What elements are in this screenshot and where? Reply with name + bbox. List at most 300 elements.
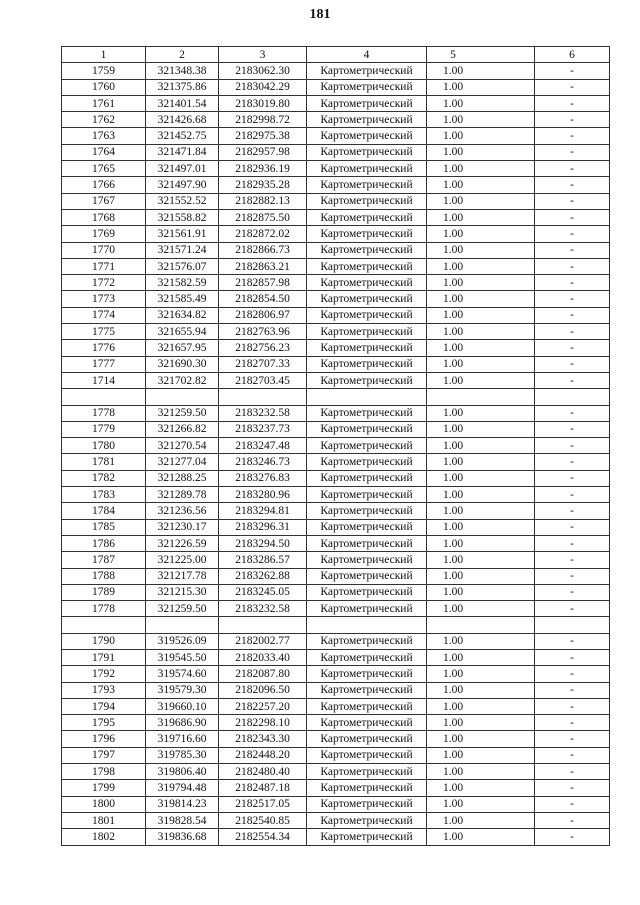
table-cell: 1772 xyxy=(62,275,146,291)
table-cell: 1.00 xyxy=(427,535,535,551)
table-cell: Картометрический xyxy=(307,666,427,682)
table-cell: 321702.82 xyxy=(146,372,219,388)
table-cell: 1.00 xyxy=(427,95,535,111)
table-cell: 1.00 xyxy=(427,633,535,649)
empty-cell xyxy=(146,389,219,405)
table-cell: - xyxy=(535,764,610,780)
empty-cell xyxy=(535,389,610,405)
table-cell: 2183245.05 xyxy=(219,584,307,600)
table-cell: 2183062.30 xyxy=(219,63,307,79)
table-cell: 2182936.19 xyxy=(219,161,307,177)
table-cell: 2182257.20 xyxy=(219,698,307,714)
table-cell: 1.00 xyxy=(427,63,535,79)
table-cell: - xyxy=(535,356,610,372)
table-cell: 2183232.58 xyxy=(219,405,307,421)
table-cell: 321497.90 xyxy=(146,177,219,193)
table-cell: 321288.25 xyxy=(146,470,219,486)
table-cell: 1.00 xyxy=(427,780,535,796)
table-cell: - xyxy=(535,372,610,388)
table-cell: 2182298.10 xyxy=(219,715,307,731)
table-cell: - xyxy=(535,519,610,535)
table-cell: 1796 xyxy=(62,731,146,747)
table-cell: 1.00 xyxy=(427,454,535,470)
table-cell: 321215.30 xyxy=(146,584,219,600)
table-cell: Картометрический xyxy=(307,63,427,79)
table-cell: 2182866.73 xyxy=(219,242,307,258)
table-row xyxy=(62,633,610,649)
table-cell: 1784 xyxy=(62,503,146,519)
table-row xyxy=(62,324,610,340)
table-cell: - xyxy=(535,535,610,551)
table-cell: 2182806.97 xyxy=(219,307,307,323)
coordinates-table xyxy=(61,46,610,846)
empty-cell xyxy=(62,617,146,633)
table-cell: Картометрический xyxy=(307,503,427,519)
table-cell: 1.00 xyxy=(427,242,535,258)
table-cell: 1763 xyxy=(62,128,146,144)
header-cell: 4 xyxy=(307,47,427,63)
header-cell: 6 xyxy=(535,47,610,63)
table-row xyxy=(62,503,610,519)
table-cell: 2183237.73 xyxy=(219,421,307,437)
table-cell: 1800 xyxy=(62,796,146,812)
table-row xyxy=(62,487,610,503)
table-cell: - xyxy=(535,307,610,323)
table-cell: 321585.49 xyxy=(146,291,219,307)
table-cell: 1764 xyxy=(62,144,146,160)
table-cell: Картометрический xyxy=(307,112,427,128)
table-cell: - xyxy=(535,649,610,665)
table-cell: 321561.91 xyxy=(146,226,219,242)
table-cell: - xyxy=(535,829,610,845)
table-cell: Картометрический xyxy=(307,405,427,421)
table-cell: 2183280.96 xyxy=(219,487,307,503)
table-cell: 1.00 xyxy=(427,209,535,225)
table-cell: Картометрический xyxy=(307,519,427,535)
table-cell: Картометрический xyxy=(307,356,427,372)
table-cell: 1801 xyxy=(62,812,146,828)
table-cell: 2182033.40 xyxy=(219,649,307,665)
table-cell: - xyxy=(535,698,610,714)
table-row xyxy=(62,747,610,763)
table-cell: 321259.50 xyxy=(146,601,219,617)
table-row xyxy=(62,144,610,160)
table-row xyxy=(62,307,610,323)
table-cell: 1.00 xyxy=(427,666,535,682)
table-cell: 1760 xyxy=(62,79,146,95)
table-cell: 321471.84 xyxy=(146,144,219,160)
table-row xyxy=(62,829,610,845)
table-cell: 1785 xyxy=(62,519,146,535)
table-cell: 1773 xyxy=(62,291,146,307)
table-cell: 1761 xyxy=(62,95,146,111)
table-cell: 1.00 xyxy=(427,307,535,323)
table-cell: 2182935.28 xyxy=(219,177,307,193)
table-cell: 321266.82 xyxy=(146,421,219,437)
table-cell: - xyxy=(535,601,610,617)
table-cell: - xyxy=(535,79,610,95)
table-cell: 319794.48 xyxy=(146,780,219,796)
table-cell: 321690.30 xyxy=(146,356,219,372)
table-cell: - xyxy=(535,470,610,486)
page-number: 181 xyxy=(309,7,331,22)
table-row xyxy=(62,356,610,372)
table-cell: 321497.01 xyxy=(146,161,219,177)
table-cell: 1778 xyxy=(62,405,146,421)
table-row xyxy=(62,470,610,486)
table-cell: 319686.90 xyxy=(146,715,219,731)
table-cell: 2182756.23 xyxy=(219,340,307,356)
table-cell: Картометрический xyxy=(307,812,427,828)
table-cell: 319828.54 xyxy=(146,812,219,828)
table-cell: 1781 xyxy=(62,454,146,470)
table-cell: 1790 xyxy=(62,633,146,649)
table-row xyxy=(62,161,610,177)
table-cell: Картометрический xyxy=(307,649,427,665)
table-cell: 319579.30 xyxy=(146,682,219,698)
table-cell: 1.00 xyxy=(427,503,535,519)
table-cell: Картометрический xyxy=(307,324,427,340)
table-cell: - xyxy=(535,226,610,242)
table-cell: - xyxy=(535,209,610,225)
table-cell: 2182763.96 xyxy=(219,324,307,340)
table-cell: 1771 xyxy=(62,258,146,274)
table-cell: 1775 xyxy=(62,324,146,340)
table-cell: 1.00 xyxy=(427,112,535,128)
table-cell: 1.00 xyxy=(427,812,535,828)
table-cell: 1.00 xyxy=(427,128,535,144)
table-cell: 1.00 xyxy=(427,291,535,307)
table-cell: Картометрический xyxy=(307,584,427,600)
table-cell: 2182087.80 xyxy=(219,666,307,682)
table-cell: Картометрический xyxy=(307,291,427,307)
table-cell: Картометрический xyxy=(307,829,427,845)
table-cell: 1770 xyxy=(62,242,146,258)
table-cell: Картометрический xyxy=(307,340,427,356)
table-cell: Картометрический xyxy=(307,161,427,177)
table-cell: Картометрический xyxy=(307,421,427,437)
table-cell: 1766 xyxy=(62,177,146,193)
table-row xyxy=(62,454,610,470)
table-cell: 1794 xyxy=(62,698,146,714)
table-cell: 1799 xyxy=(62,780,146,796)
table-cell: 1.00 xyxy=(427,584,535,600)
table-cell: 2182957.98 xyxy=(219,144,307,160)
table-cell: 1795 xyxy=(62,715,146,731)
table-cell: 1782 xyxy=(62,470,146,486)
table-cell: 321571.24 xyxy=(146,242,219,258)
table-cell: Картометрический xyxy=(307,682,427,698)
table-cell: - xyxy=(535,324,610,340)
table-cell: 1.00 xyxy=(427,796,535,812)
table-cell: 319660.10 xyxy=(146,698,219,714)
table-cell: 2182540.85 xyxy=(219,812,307,828)
table-cell: 1.00 xyxy=(427,79,535,95)
table-row xyxy=(62,731,610,747)
table-cell: 2182857.98 xyxy=(219,275,307,291)
table-row xyxy=(62,79,610,95)
table-cell: 2182854.50 xyxy=(219,291,307,307)
table-row xyxy=(62,242,610,258)
table-cell: 2182998.72 xyxy=(219,112,307,128)
table-cell: 1.00 xyxy=(427,698,535,714)
table-row xyxy=(62,552,610,568)
table-cell: 2182707.33 xyxy=(219,356,307,372)
table-cell: Картометрический xyxy=(307,470,427,486)
table-cell: Картометрический xyxy=(307,764,427,780)
table-cell: - xyxy=(535,275,610,291)
table-cell: 2182343.30 xyxy=(219,731,307,747)
table-cell: Картометрический xyxy=(307,79,427,95)
table-row xyxy=(62,405,610,421)
table-cell: 321657.95 xyxy=(146,340,219,356)
table-cell: 2182448.20 xyxy=(219,747,307,763)
table-cell: 321634.82 xyxy=(146,307,219,323)
table-cell: Картометрический xyxy=(307,275,427,291)
table-cell: 319545.50 xyxy=(146,649,219,665)
table-cell: 1.00 xyxy=(427,487,535,503)
table-cell: 1.00 xyxy=(427,340,535,356)
header-cell: 1 xyxy=(62,47,146,63)
table-cell: 321230.17 xyxy=(146,519,219,535)
table-cell: 321226.59 xyxy=(146,535,219,551)
table-cell: 319836.68 xyxy=(146,829,219,845)
table-cell: 2182872.02 xyxy=(219,226,307,242)
table-row xyxy=(62,649,610,665)
table-cell: 2182517.05 xyxy=(219,796,307,812)
table-cell: 321401.54 xyxy=(146,95,219,111)
table-cell: Картометрический xyxy=(307,128,427,144)
table-cell: - xyxy=(535,112,610,128)
table-cell: Картометрический xyxy=(307,487,427,503)
table-cell: 1779 xyxy=(62,421,146,437)
table-cell: 1.00 xyxy=(427,356,535,372)
table-cell: 321270.54 xyxy=(146,438,219,454)
table-cell: 2182882.13 xyxy=(219,193,307,209)
empty-cell xyxy=(427,617,535,633)
table-cell: - xyxy=(535,421,610,437)
table-cell: - xyxy=(535,780,610,796)
table-cell: 321552.52 xyxy=(146,193,219,209)
table-row xyxy=(62,438,610,454)
table-cell: 319785.30 xyxy=(146,747,219,763)
table-row xyxy=(62,698,610,714)
table-cell: 1797 xyxy=(62,747,146,763)
table-cell: 321576.07 xyxy=(146,258,219,274)
table-cell: - xyxy=(535,454,610,470)
table-cell: 1.00 xyxy=(427,552,535,568)
table-cell: Картометрический xyxy=(307,698,427,714)
table-row xyxy=(62,209,610,225)
table-cell: 1793 xyxy=(62,682,146,698)
table-cell: 1.00 xyxy=(427,193,535,209)
table-cell: - xyxy=(535,552,610,568)
empty-cell xyxy=(427,389,535,405)
table-cell: Картометрический xyxy=(307,796,427,812)
table-row xyxy=(62,177,610,193)
table-cell: - xyxy=(535,258,610,274)
table-cell: 2182487.18 xyxy=(219,780,307,796)
table-cell: 2182002.77 xyxy=(219,633,307,649)
table-cell: 1.00 xyxy=(427,715,535,731)
table-cell: 1.00 xyxy=(427,275,535,291)
table-cell: - xyxy=(535,291,610,307)
table-cell: - xyxy=(535,340,610,356)
table-row xyxy=(62,95,610,111)
table-cell: 1.00 xyxy=(427,829,535,845)
table-row xyxy=(62,193,610,209)
table-cell: Картометрический xyxy=(307,552,427,568)
table-cell: 319716.60 xyxy=(146,731,219,747)
table-cell: 1789 xyxy=(62,584,146,600)
table-row xyxy=(62,764,610,780)
table-cell: 1.00 xyxy=(427,324,535,340)
table-cell: 2183296.31 xyxy=(219,519,307,535)
table-cell: 1780 xyxy=(62,438,146,454)
table-row xyxy=(62,291,610,307)
table-row xyxy=(62,519,610,535)
table-cell: 1787 xyxy=(62,552,146,568)
table-cell: Картометрический xyxy=(307,568,427,584)
table-cell: - xyxy=(535,128,610,144)
table-cell: 2182975.38 xyxy=(219,128,307,144)
table-cell: 1.00 xyxy=(427,519,535,535)
table-cell: Картометрический xyxy=(307,731,427,747)
table-cell: - xyxy=(535,731,610,747)
table-header-row xyxy=(62,47,610,63)
table-cell: 1759 xyxy=(62,63,146,79)
table-cell: - xyxy=(535,812,610,828)
table-cell: Картометрический xyxy=(307,242,427,258)
table-cell: - xyxy=(535,568,610,584)
table-cell: 1778 xyxy=(62,601,146,617)
table-cell: Картометрический xyxy=(307,780,427,796)
table-cell: 1798 xyxy=(62,764,146,780)
table-cell: 1.00 xyxy=(427,421,535,437)
table-cell: 321289.78 xyxy=(146,487,219,503)
table-row xyxy=(62,601,610,617)
table-cell: Картометрический xyxy=(307,747,427,763)
table-cell: 1.00 xyxy=(427,161,535,177)
table-cell: 1.00 xyxy=(427,470,535,486)
table-cell: Картометрический xyxy=(307,226,427,242)
table-cell: 1786 xyxy=(62,535,146,551)
table-cell: 321558.82 xyxy=(146,209,219,225)
table-cell: 321217.78 xyxy=(146,568,219,584)
header-cell: 2 xyxy=(146,47,219,63)
table-cell: 2182703.45 xyxy=(219,372,307,388)
table-cell: 321426.68 xyxy=(146,112,219,128)
table-cell: 1777 xyxy=(62,356,146,372)
table-cell: 1.00 xyxy=(427,731,535,747)
table-cell: - xyxy=(535,193,610,209)
table-cell: - xyxy=(535,95,610,111)
table-cell: 321452.75 xyxy=(146,128,219,144)
table-body xyxy=(62,63,610,845)
empty-cell xyxy=(219,617,307,633)
empty-cell xyxy=(307,389,427,405)
header-cell: 3 xyxy=(219,47,307,63)
table-cell: 1.00 xyxy=(427,372,535,388)
table-cell: 2182875.50 xyxy=(219,209,307,225)
table-cell: 1769 xyxy=(62,226,146,242)
empty-cell xyxy=(535,617,610,633)
table-cell: Картометрический xyxy=(307,438,427,454)
table-cell: 2182863.21 xyxy=(219,258,307,274)
table-cell: - xyxy=(535,242,610,258)
table-cell: 1765 xyxy=(62,161,146,177)
table-cell: 2183246.73 xyxy=(219,454,307,470)
table-cell: Картометрический xyxy=(307,307,427,323)
table-cell: 321655.94 xyxy=(146,324,219,340)
table-cell: 321225.00 xyxy=(146,552,219,568)
table-row xyxy=(62,372,610,388)
table-cell: - xyxy=(535,405,610,421)
table-cell: Картометрический xyxy=(307,177,427,193)
table-cell: 1802 xyxy=(62,829,146,845)
table-cell: 2182480.40 xyxy=(219,764,307,780)
table-cell: - xyxy=(535,503,610,519)
table-cell: 1.00 xyxy=(427,226,535,242)
table-row xyxy=(62,421,610,437)
table-row xyxy=(62,275,610,291)
table-cell: 2183262.88 xyxy=(219,568,307,584)
table-cell: 321348.38 xyxy=(146,63,219,79)
table-cell: 2183294.50 xyxy=(219,535,307,551)
empty-cell xyxy=(62,389,146,405)
table-cell: 321375.86 xyxy=(146,79,219,95)
table-cell: 2183286.57 xyxy=(219,552,307,568)
table-cell: 2182096.50 xyxy=(219,682,307,698)
table-cell: - xyxy=(535,633,610,649)
table-cell: - xyxy=(535,144,610,160)
table-cell: 1774 xyxy=(62,307,146,323)
table-cell: - xyxy=(535,438,610,454)
table-cell: 1768 xyxy=(62,209,146,225)
table-cell: 2183294.81 xyxy=(219,503,307,519)
table-cell: 1.00 xyxy=(427,747,535,763)
table-row xyxy=(62,682,610,698)
table-row xyxy=(62,568,610,584)
header-cell: 5 xyxy=(427,47,535,63)
table-cell: 2182554.34 xyxy=(219,829,307,845)
table-cell: Картометрический xyxy=(307,95,427,111)
table-cell: 1788 xyxy=(62,568,146,584)
table-cell: Картометрический xyxy=(307,601,427,617)
table-cell: 1.00 xyxy=(427,764,535,780)
table-cell: - xyxy=(535,487,610,503)
table-row xyxy=(62,584,610,600)
table-row xyxy=(62,796,610,812)
table-cell: Картометрический xyxy=(307,258,427,274)
empty-cell xyxy=(146,617,219,633)
table-cell: 2183232.58 xyxy=(219,601,307,617)
table-row xyxy=(62,112,610,128)
table-cell: 1.00 xyxy=(427,258,535,274)
table-cell: 1.00 xyxy=(427,177,535,193)
table-row xyxy=(62,63,610,79)
table-cell: 1791 xyxy=(62,649,146,665)
table-cell: 1783 xyxy=(62,487,146,503)
empty-cell xyxy=(307,617,427,633)
table-cell: 1.00 xyxy=(427,601,535,617)
table-row xyxy=(62,666,610,682)
table-cell: Картометрический xyxy=(307,372,427,388)
table-cell: 2183247.48 xyxy=(219,438,307,454)
table-cell: Картометрический xyxy=(307,209,427,225)
table-cell: Картометрический xyxy=(307,715,427,731)
table-cell: 1.00 xyxy=(427,682,535,698)
